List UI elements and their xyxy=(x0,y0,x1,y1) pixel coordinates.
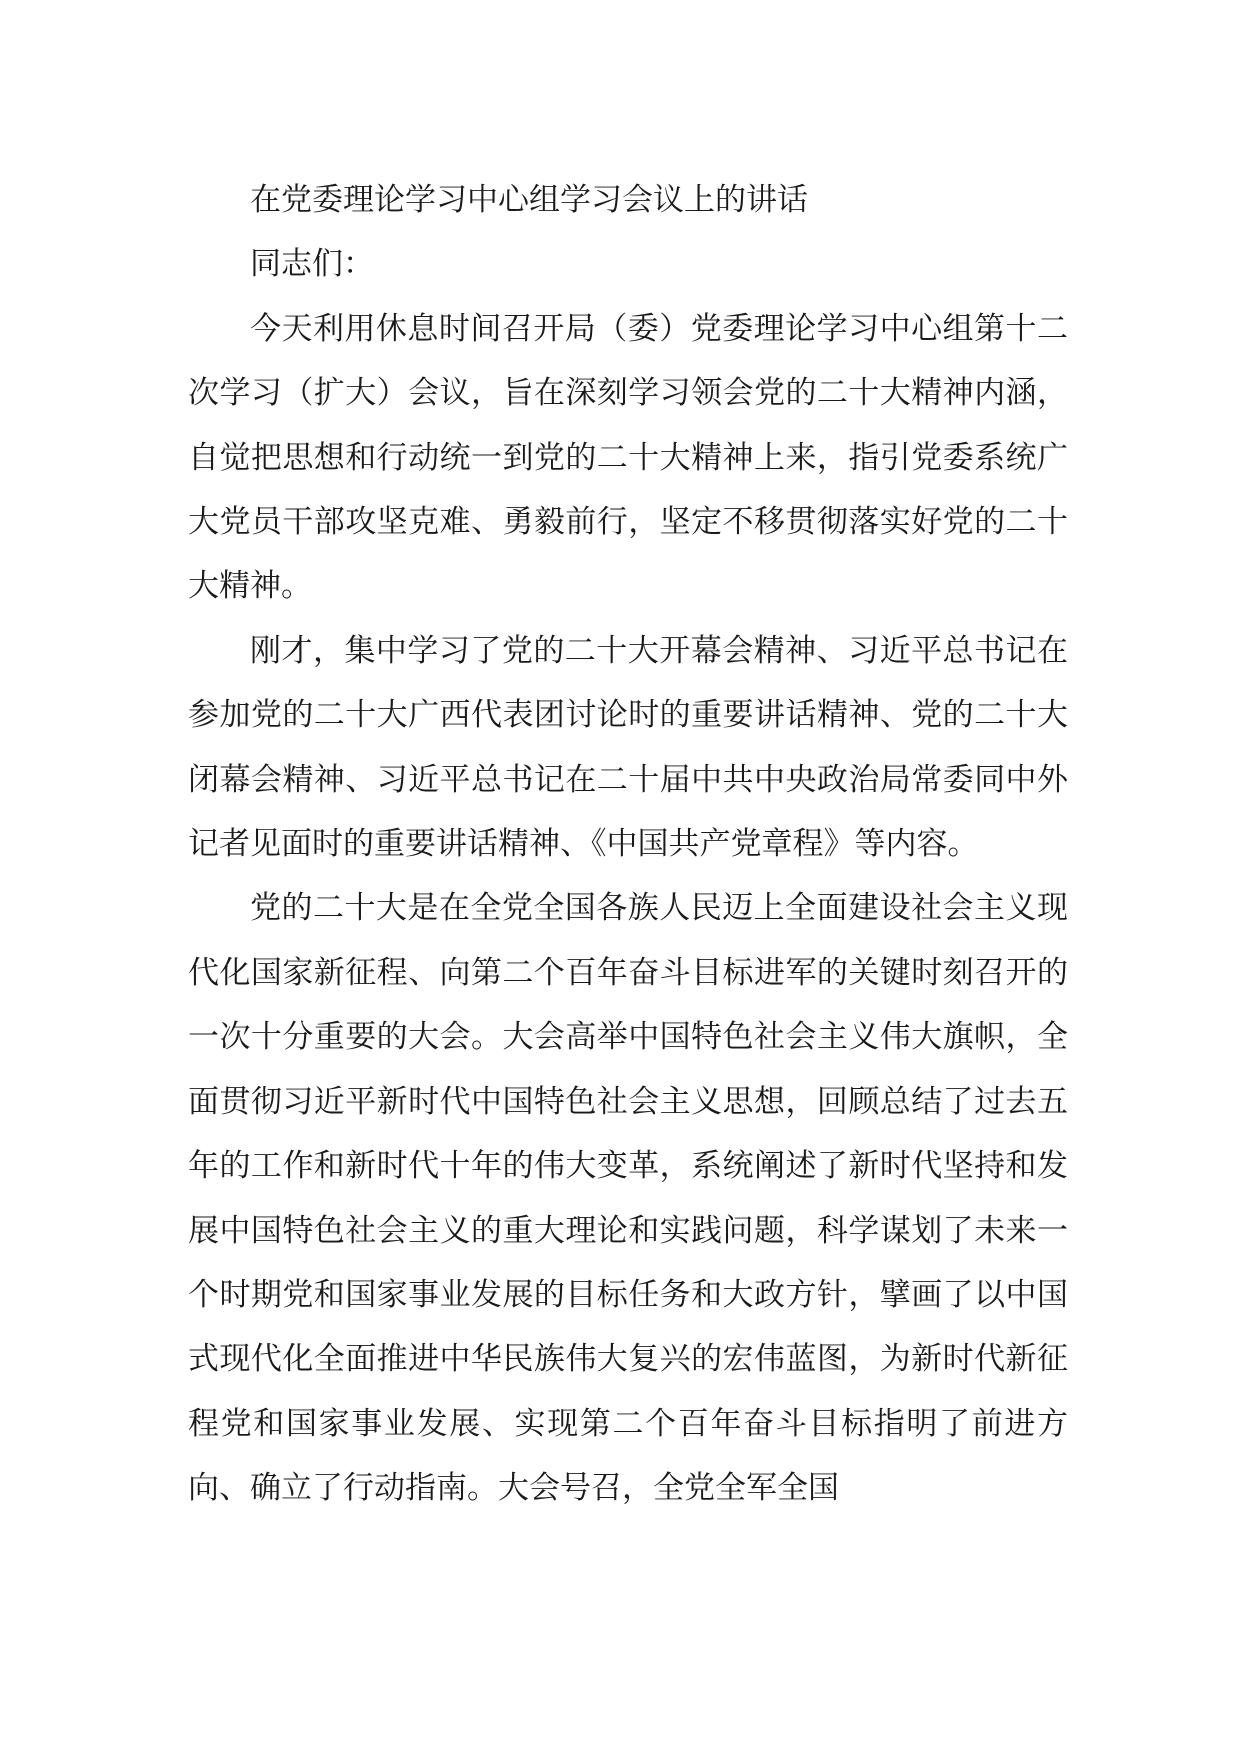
paragraph-3: 党的二十大是在全党全国各族人民迈上全面建设社会主义现代化国家新征程、向第二个百年奋斗目标进军的关键时刻召开的一次十分重要的大会。大会高举中国特色社会主义伟大旗帜，全面贯彻习近平新时代中国特色社会主义思想，回顾总结了过去五年的工作和新时代十年的伟大变革，系统阐述了新时代坚持和发展中国特色社会主义的重大理论和实践问题，科学谋划了未来一个时期党和国家事业发展的目标任务和大政方针，擘画了以中国式现代化全面推进中华民族伟大复兴的宏伟蓝图，为新时代新征程党和国家事业发展、实现第二个百年奋斗目标指明了前进方向、确立了行动指南。大会号召，全党全军全国 xyxy=(188,890,1068,1507)
salutation: 同志们： xyxy=(250,246,374,283)
document-body xyxy=(188,168,1068,1521)
document-title: 在党委理论学习中心组学习会议上的讲话 xyxy=(250,182,808,218)
paragraph-1: 今天利用休息时间召开局（委）党委理论学习中心组第十二次学习（扩大）会议，旨在深刻学习领会党的二十大精神内涵，自觉把思想和行动统一到党的二十大精神上来，指引党委系统广大党员干部攻坚克难、勇毅前行，坚定不移贯彻落实好党的二十大精神。 xyxy=(188,310,1068,605)
paragraph-2: 刚才，集中学习了党的二十大开幕会精神、习近平总书记在参加党的二十大广西代表团讨论时的重要讲话精神、党的二十大闭幕会精神、习近平总书记在二十届中共中央政治局常委同中外记者见面时的重要讲话精神、《中国共产党章程》等内容。 xyxy=(188,632,1068,863)
